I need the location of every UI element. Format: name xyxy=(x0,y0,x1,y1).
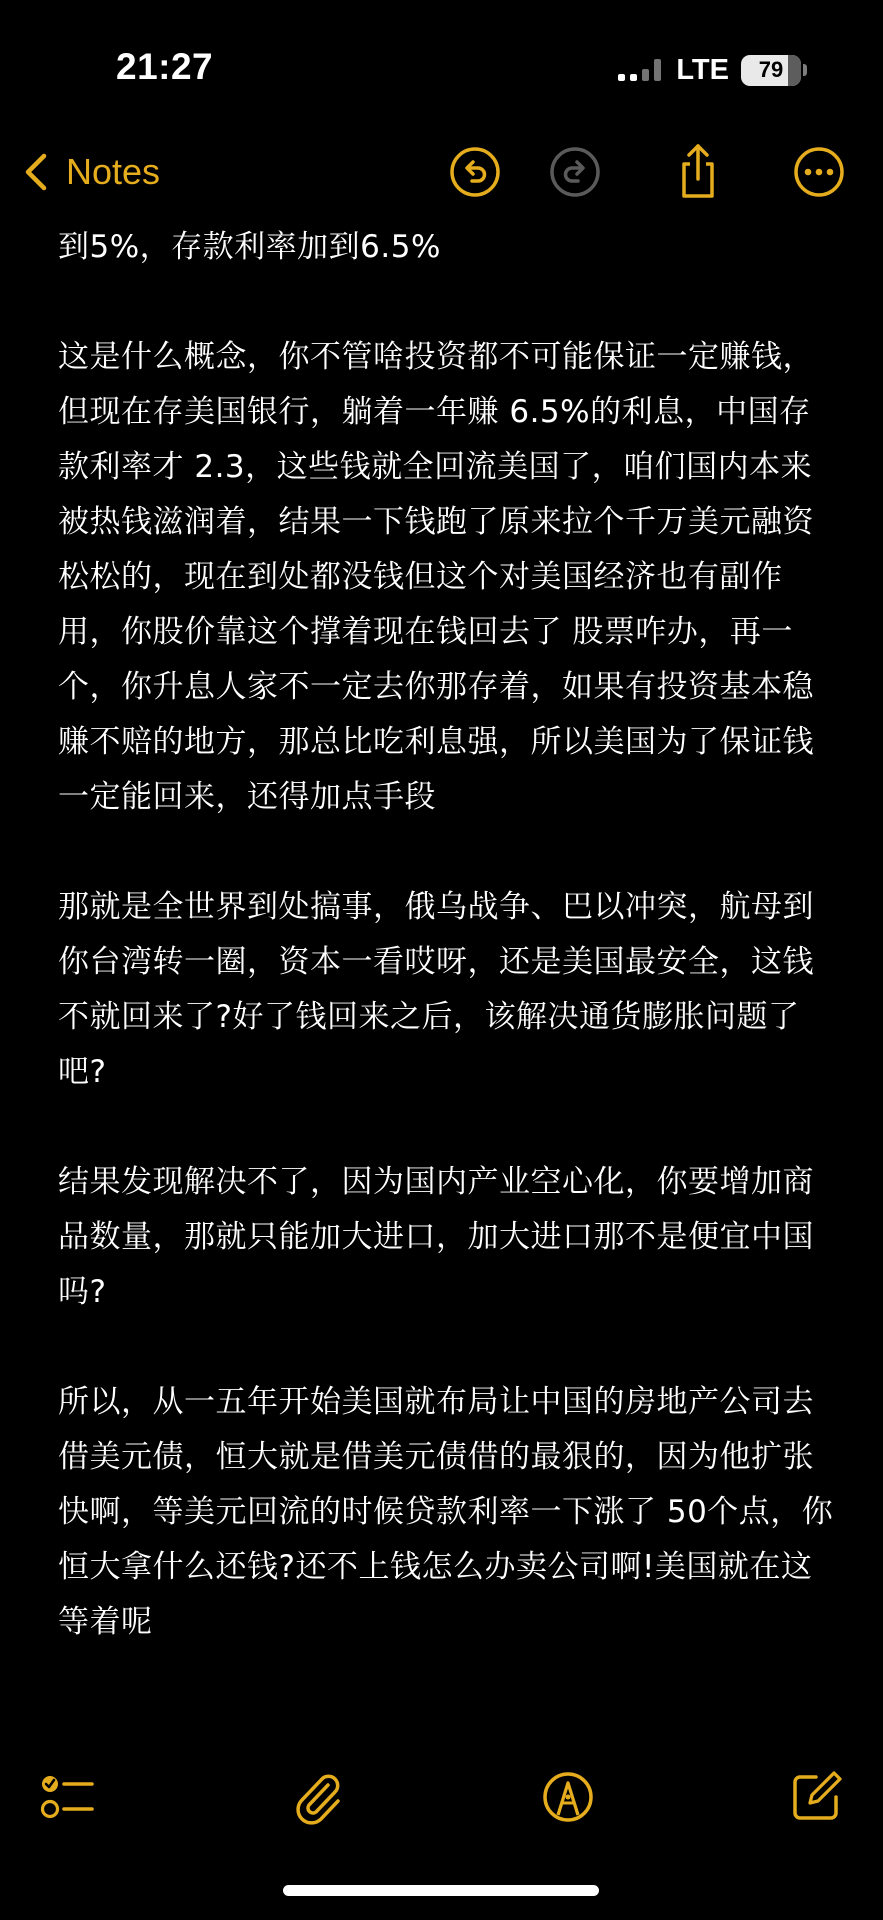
more-options-button[interactable] xyxy=(789,142,849,202)
markup-button[interactable] xyxy=(538,1767,598,1827)
battery-level: 79 xyxy=(758,57,784,82)
note-paragraph: 结果发现解决不了，因为国内产业空心化，你要增加商品数量，那就只能加大进口，加大进口那不是便宜中国吗? xyxy=(58,1164,814,1310)
share-icon xyxy=(668,142,728,202)
note-body[interactable] xyxy=(58,220,836,1705)
home-indicator[interactable] xyxy=(283,1885,599,1896)
battery-icon xyxy=(741,55,801,86)
compose-icon xyxy=(786,1767,846,1827)
attachment-icon xyxy=(288,1767,348,1827)
back-chevron-icon xyxy=(20,150,52,194)
share-button[interactable] xyxy=(668,142,728,202)
undo-button[interactable] xyxy=(445,142,505,202)
markup-pen-icon xyxy=(538,1767,598,1827)
battery-empty-portion xyxy=(788,55,801,86)
note-paragraph: 到5%，存款利率加到6.5% xyxy=(58,229,441,265)
back-button[interactable] xyxy=(20,144,160,200)
note-paragraph: 这是什么概念，你不管啥投资都不可能保证一定赚钱，但现在存美国银行，躺着一年赚 6.5%的利息，中国存款利率才 2.3，这些钱就全回流美国了，咱们国内本来被热钱滋润着，结果一下钱跑了原来拉个千万美元融资松松的，现在到处都没钱但这个对美国经济也有副作用，你股价靠这个撑着现在钱回去了 股票咋办，再一个，你升息人家不一定去你那存着，如果有投资基本稳赚不赔的地方，那总比吃利息强，所以美国为了保证钱一定能回来，还得加点手段 xyxy=(58,339,814,815)
status-time: 21:27 xyxy=(116,46,214,87)
navigation-bar xyxy=(0,136,883,210)
network-type-label: LTE xyxy=(676,53,729,86)
status-indicators xyxy=(618,52,807,88)
more-icon xyxy=(789,142,849,202)
redo-button[interactable] xyxy=(545,142,605,202)
redo-icon xyxy=(545,142,605,202)
checklist-icon xyxy=(38,1767,98,1827)
battery-tip xyxy=(803,64,807,76)
checklist-button[interactable] xyxy=(38,1767,98,1827)
note-paragraph: 所以，从一五年开始美国就布局让中国的房地产公司去借美元债，恒大就是借美元债借的最狠的，因为他扩张快啊，等美元回流的时候贷款利率一下涨了 50个点，你恒大拿什么还钱?还不上钱怎么办卖公司啊!美国就在这等着呢 xyxy=(58,1384,834,1640)
back-button-label: Notes xyxy=(66,151,161,192)
undo-icon xyxy=(445,142,505,202)
cellular-signal-icon xyxy=(618,55,662,85)
compose-button[interactable] xyxy=(786,1767,846,1827)
attachment-button[interactable] xyxy=(288,1767,348,1827)
note-paragraph: 那就是全世界到处搞事，俄乌战争、巴以冲突，航母到你台湾转一圈，资本一看哎呀，还是美国最安全，这钱不就回来了?好了钱回来之后，该解决通货膨胀问题了吧? xyxy=(58,889,814,1090)
